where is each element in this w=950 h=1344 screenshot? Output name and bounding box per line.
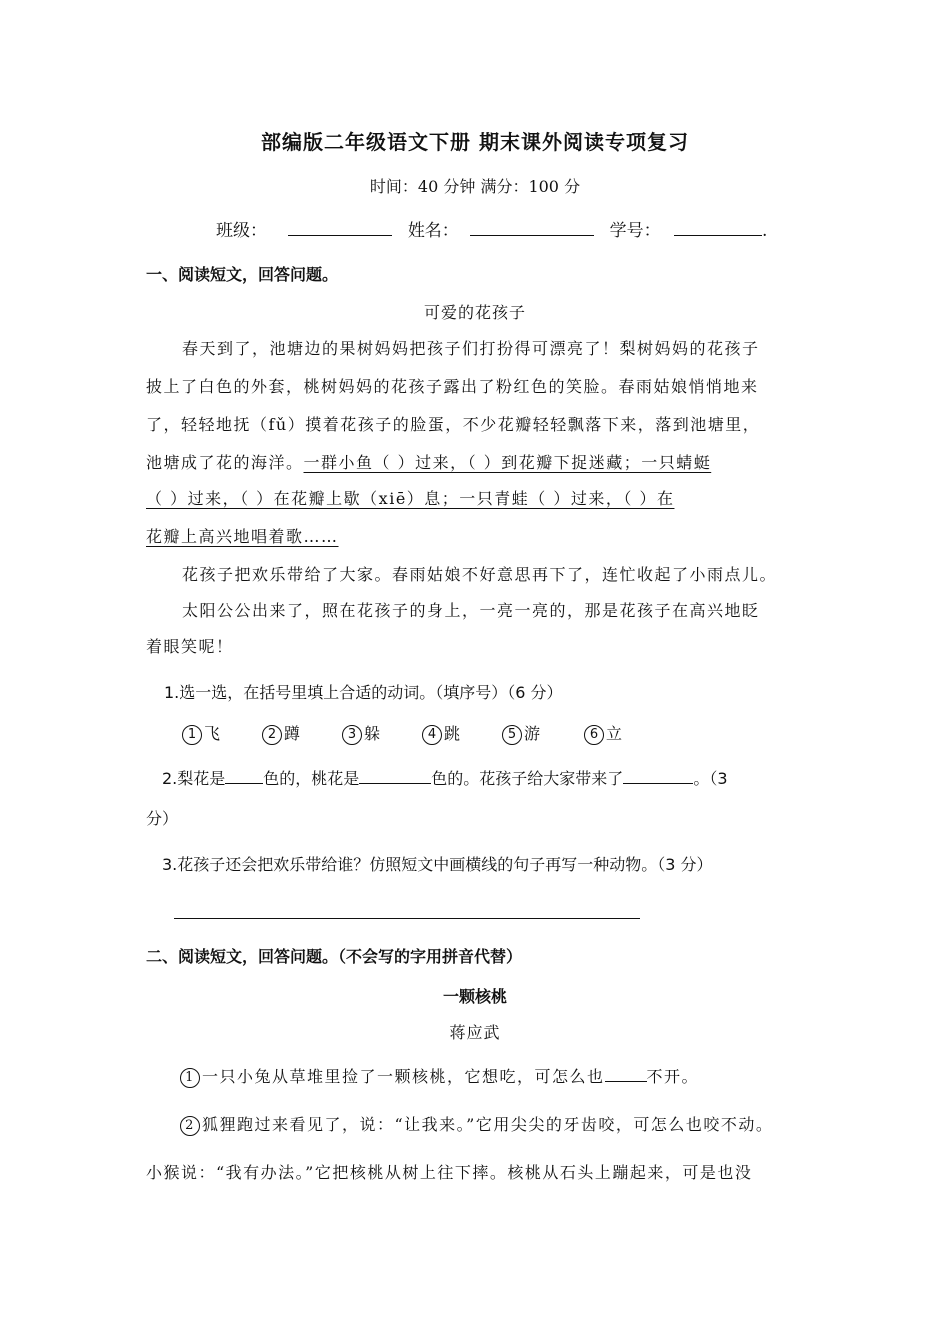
underlined-sentence-1: 一群小鱼（ ）过来，（ ）到花瓣下捉迷藏；一只蜻蜓 — [303, 453, 712, 472]
story1-line-4 — [146, 450, 711, 473]
story2-para-2: 2 狐狸跑过来看见了，说：“让我来。”它用尖尖的牙齿咬，可怎么也咬不动。 — [180, 1112, 773, 1136]
question-2: 2.梨花是 色的，桃花是 色的。花孩子给大家带来了 。（3 — [162, 769, 728, 788]
name-label: 姓名： — [407, 221, 459, 241]
story1-para-3-line-1: 太阳公公出来了，照在花孩子的身上，一亮一亮的，那是花孩子在高兴地眨 — [182, 601, 760, 620]
underlined-sentence-3: 花瓣上高兴地唱着歌…… — [146, 527, 339, 546]
underlined-sentence-2: （ ）过来，（ ）在花瓣上歇（xiē）息；一只青蛙（ ）过来，（ ）在 — [146, 489, 675, 508]
option-1: 1 飞 — [182, 721, 220, 745]
option-3: 3 躲 — [342, 721, 380, 745]
name-blank[interactable] — [470, 219, 594, 236]
story2-para-3: 小猴说：“我有办法。”它把核桃从树上往下摔。核桃从石头上蹦起来，可是也没 — [146, 1163, 753, 1182]
q3-answer-line[interactable] — [174, 918, 640, 919]
story2-para-1: 1 一只小兔从草堆里捡了一颗核桃，它想吃，可怎么也 不开。 — [180, 1064, 699, 1088]
id-blank[interactable] — [674, 219, 762, 236]
page-title: 部编版二年级语文下册 期末课外阅读专项复习 — [261, 130, 689, 154]
option-5: 5 游 — [502, 721, 540, 745]
class-blank[interactable] — [288, 219, 392, 236]
story1-line-3: 了，轻轻地抚（fǔ）摸着花孩子的脸蛋，不少花瓣轻轻飘落下来，落到池塘里， — [146, 415, 761, 434]
story2-author: 蒋应武 — [449, 1023, 501, 1042]
story1-line-1: 春天到了，池塘边的果树妈妈把孩子们打扮得可漂亮了！梨树妈妈的花孩子 — [182, 339, 760, 358]
story1-para-2: 花孩子把欢乐带给了大家。春雨姑娘不好意思再下了，连忙收起了小雨点儿。 — [182, 565, 778, 584]
section2-heading: 二、阅读短文，回答问题。（不会写的字用拼音代替） — [146, 947, 523, 966]
section1-heading: 一、阅读短文，回答问题。 — [146, 265, 339, 284]
option-6: 6 立 — [584, 721, 622, 745]
para-number-1: 1 — [180, 1068, 200, 1088]
story1-para-3-line-2: 着眼笑呢！ — [146, 637, 234, 656]
question-2-cont: 分） — [146, 809, 179, 828]
exam-meta: 时间：40 分钟 满分：100 分 — [369, 177, 581, 196]
q2-blank-1[interactable] — [225, 767, 263, 784]
story2-title: 一颗核桃 — [442, 987, 507, 1006]
story2-blank[interactable] — [605, 1065, 647, 1082]
id-label: 学号： — [609, 221, 661, 241]
question-3: 3.花孩子还会把欢乐带给谁？仿照短文中画横线的句子再写一种动物。（3 分） — [162, 855, 713, 874]
story1-line-2: 披上了白色的外套，桃树妈妈的花孩子露出了粉红色的笑脸。春雨姑娘悄悄地来 — [146, 377, 759, 396]
end-mark: . — [762, 221, 768, 241]
option-4: 4 跳 — [422, 721, 460, 745]
question-1: 1.选一选，在括号里填上合适的动词。（填序号）（6 分） — [164, 683, 563, 702]
story1-line-4-text: 池塘成了花的海洋。 — [146, 453, 304, 472]
q2-blank-2[interactable] — [359, 767, 431, 784]
class-label: 班级： — [216, 221, 267, 241]
para-number-2: 2 — [180, 1116, 200, 1136]
student-info-row — [216, 216, 767, 241]
option-2: 2 蹲 — [262, 721, 300, 745]
story1-title: 可爱的花孩子 — [423, 303, 526, 322]
q2-blank-3[interactable] — [623, 767, 693, 784]
